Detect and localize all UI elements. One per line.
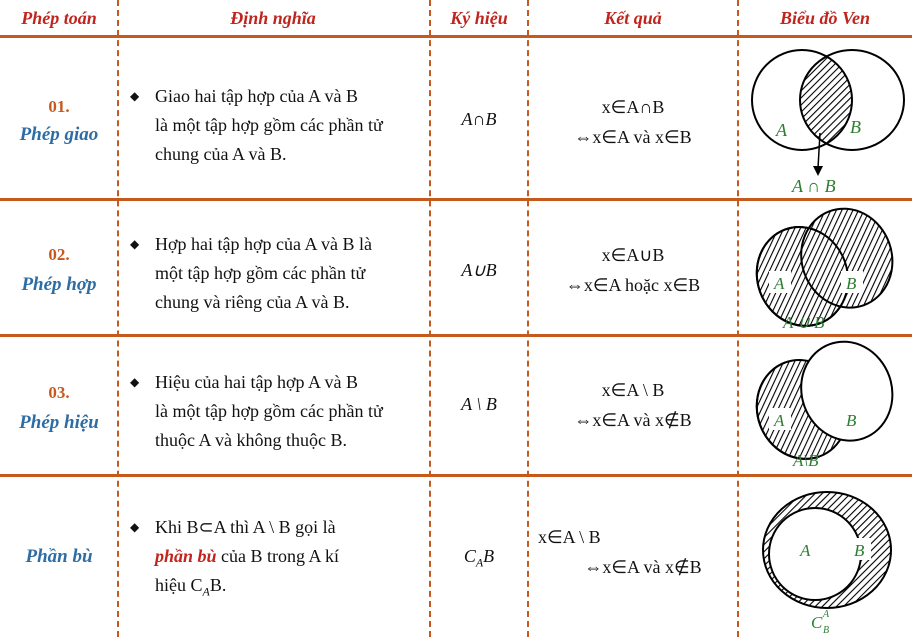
svg-text:A\B: A\B (793, 451, 819, 470)
bullet-icon: ◆ (130, 89, 140, 103)
row-number: 02. (48, 245, 70, 264)
svg-text:B: B (846, 411, 857, 430)
operation-name: Phép giao (19, 124, 99, 145)
header-result: Kết quả (604, 8, 662, 28)
row-divider (0, 198, 912, 201)
bullet-icon: ◆ (130, 375, 140, 389)
bullet-icon: ◆ (130, 520, 140, 534)
venn-diagram-complement (745, 478, 911, 636)
svg-text:A: A (776, 120, 787, 140)
venn-diagram-intersection (740, 38, 912, 198)
highlight-term: phần bù (155, 546, 217, 566)
definition: ◆ Hiệu của hai tập hợp A và B là một tập hợp gồm các phần tử thuộc A và không thuộc B. (155, 368, 425, 455)
header-venn: Biểu đồ Ven (779, 8, 871, 28)
svg-text:A: A (774, 274, 785, 293)
svg-text:A: A (823, 609, 830, 620)
svg-text:B: B (823, 625, 830, 636)
definition: ◆ Hợp hai tập hợp của A và B là một tập hợp gồm các phần tử chung và riêng của A và B. (155, 230, 425, 317)
column-divider (429, 0, 431, 637)
venn-diagram-union (745, 205, 911, 333)
operation-name: Phép hợp (21, 274, 97, 295)
operation-name: Phần bù (25, 546, 93, 567)
svg-text:C: C (811, 613, 823, 632)
symbol: A∪B (461, 260, 497, 280)
row-divider (0, 474, 912, 477)
symbol: A∩B (461, 109, 497, 129)
header-operation: Phép toán (21, 8, 97, 28)
row-number: 01. (48, 97, 70, 116)
row-number: 03. (48, 383, 70, 402)
header-definition: Định nghĩa (230, 8, 316, 28)
svg-text:A: A (800, 541, 811, 560)
venn-diagram-difference (745, 338, 911, 474)
definition: ◆ Khi B⊂A thì A \ B gọi là phần bù của B trong A kí hiệu $C_AB$. (155, 513, 425, 607)
result: x∈A∩B ⇔x∈A và x∈B (574, 97, 692, 147)
svg-text:A ∩ B: A ∩ B (792, 176, 836, 196)
svg-text:B: B (850, 117, 861, 137)
column-divider (117, 0, 119, 637)
operation-name: Phép hiệu (19, 412, 99, 433)
svg-text:B: B (854, 541, 865, 560)
bullet-icon: ◆ (130, 237, 140, 251)
symbol: A \ B (461, 394, 497, 414)
svg-text:A: A (774, 411, 785, 430)
result: x∈A∪B ⇔x∈A hoặc x∈B (565, 245, 701, 295)
result: x∈A \ B ⇔x∈A và x∉B (538, 527, 702, 577)
symbol: $C_AB$ (463, 546, 495, 570)
result: x∈A \ B ⇔x∈A và x∉B (574, 380, 692, 430)
definition: ◆ Giao hai tập hợp của A và B là một tập hợp gồm các phần tử chung của A và B. (155, 82, 425, 169)
row-divider (0, 334, 912, 337)
svg-text:B: B (846, 274, 857, 293)
svg-text:A ∪ B: A ∪ B (783, 313, 825, 332)
header-symbol: Ký hiệu (450, 8, 508, 28)
